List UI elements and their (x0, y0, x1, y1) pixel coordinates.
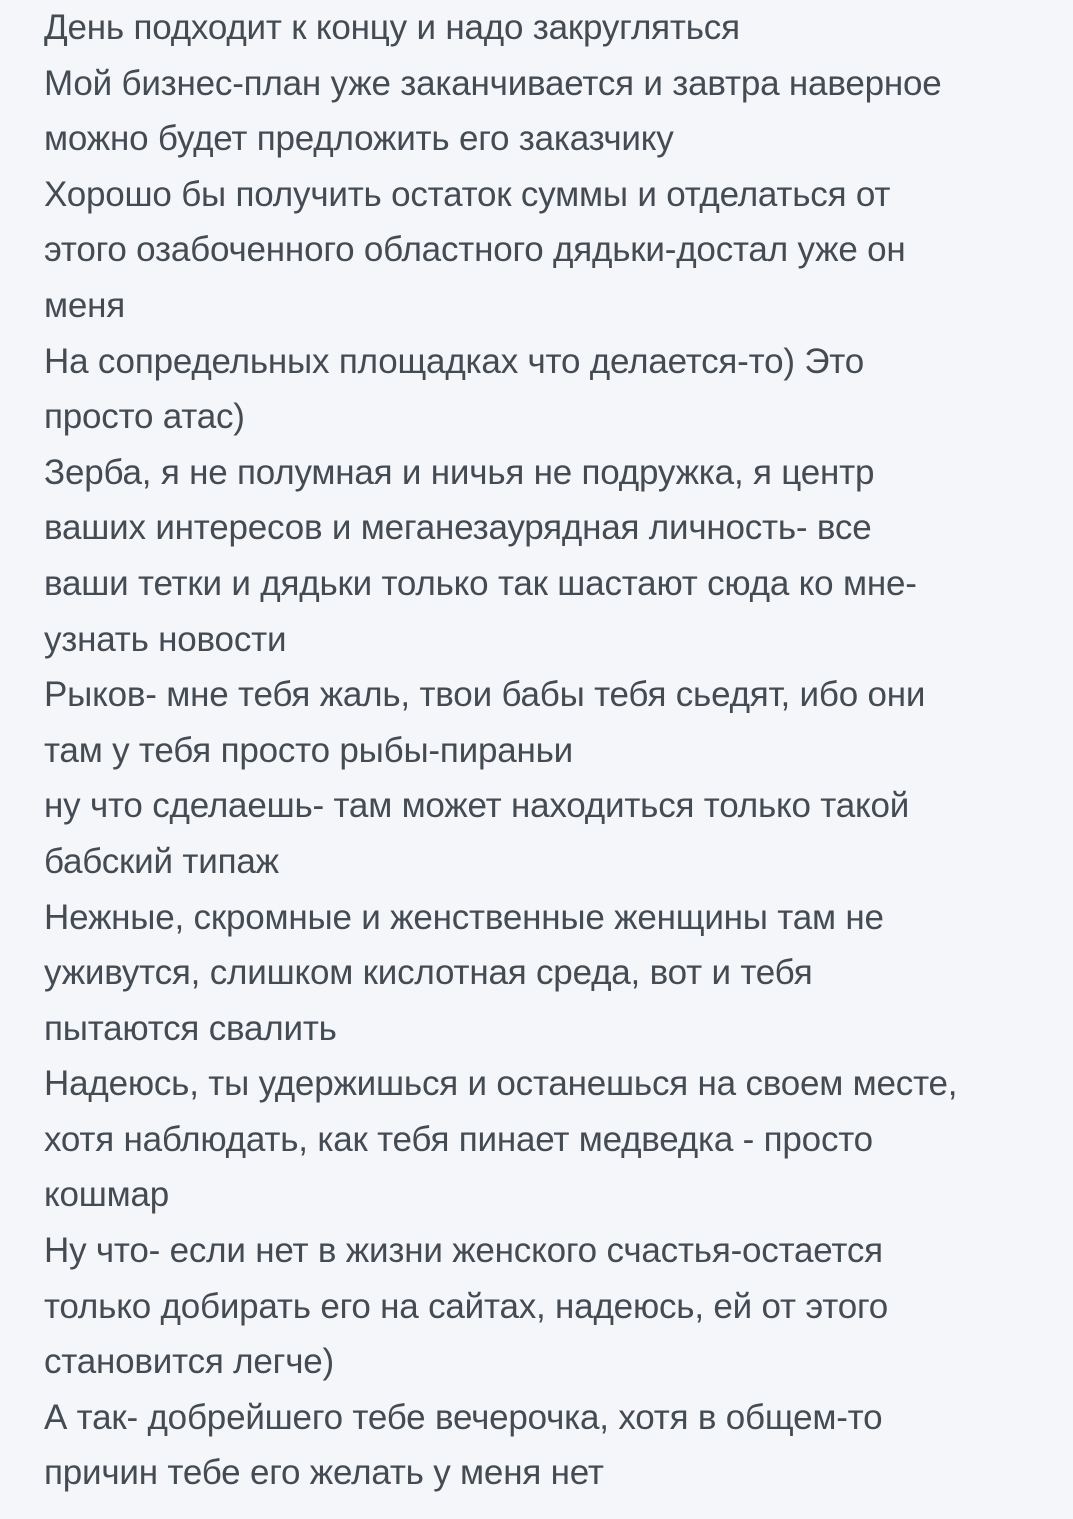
post-line: только добирать его на сайтах, надеюсь, ей от этого (44, 1286, 889, 1326)
post-line: там у тебя просто рыбы-пираньи (44, 730, 574, 770)
post-line: узнать новости (44, 619, 287, 659)
post-line: просто атас) (44, 397, 245, 437)
post-line: причин тебе его желать у меня нет (44, 1453, 604, 1493)
post-line: Ну что- если нет в жизни женского счастья-остается (44, 1231, 883, 1271)
post-line: Хорошо бы получить остаток суммы и отделаться от (44, 174, 891, 214)
post-line: Рыков- мне тебя жаль, твои бабы тебя сьедят, ибо они (44, 675, 926, 715)
post-line: День подходит к концу и надо закругляться (44, 8, 740, 47)
post-line: Нежные, скромные и женственные женщины там не (44, 897, 884, 937)
post-line: кошмар (44, 1175, 170, 1215)
post-line: ну что сделаешь- там может находиться только такой (44, 786, 910, 826)
post-line: Мой бизнес-план уже заканчивается и завтра наверное (44, 63, 942, 103)
post-line: Зерба, я не полумная и ничья не подружка, я центр (44, 452, 875, 492)
post-line: уживутся, слишком кислотная среда, вот и тебя (44, 953, 813, 993)
post-line: этого озабоченного областного дядьки-достал уже он (44, 230, 906, 270)
post-line: ваших интересов и меганезаурядная личность- все (44, 508, 872, 548)
post-line: А так- добрейшего тебе вечерочка, хотя в общем-то (44, 1397, 883, 1437)
post-line: хотя наблюдать, как тебя пинает медведка - просто (44, 1119, 873, 1159)
post-line: меня (44, 285, 126, 325)
post-line: На сопредельных площадках что делается-то) Это (44, 341, 864, 381)
post-line: Надеюсь, ты удержишься и останешься на своем месте, (44, 1064, 958, 1104)
post-line: бабский типаж (44, 841, 279, 881)
post-line: становится легче) (44, 1342, 334, 1382)
post-line: пытаются свалить (44, 1008, 337, 1048)
post-line: ваши тетки и дядьки только так шастают сюда ко мне- (44, 563, 917, 603)
post-line: можно будет предложить его заказчику (44, 119, 674, 159)
post-text (44, 0, 1053, 1501)
